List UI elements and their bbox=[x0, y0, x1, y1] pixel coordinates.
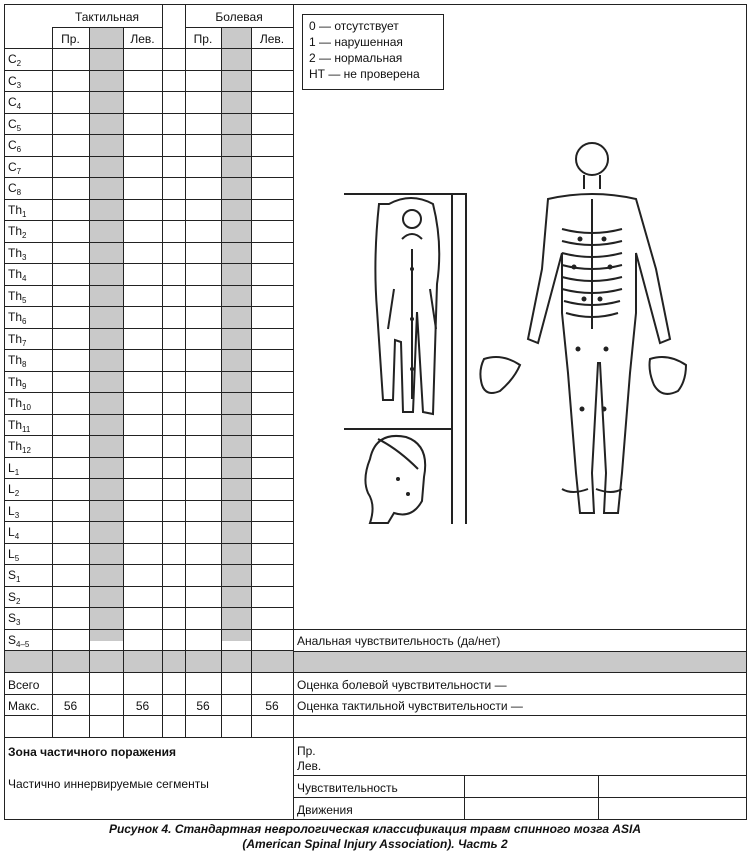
segment-row-line bbox=[4, 220, 294, 221]
segment-label: $S_2$ bbox=[8, 589, 21, 606]
segment-label: $Th_{12}$ bbox=[8, 439, 31, 455]
pain-header: Болевая bbox=[215, 10, 263, 24]
max-pain-right: 56 bbox=[196, 699, 210, 713]
segment-label: $L_3$ bbox=[8, 503, 20, 520]
segment-label: $Th_7$ bbox=[8, 331, 27, 348]
zpp-title: Зона частичного поражения bbox=[8, 745, 176, 759]
segment-label: $C_2$ bbox=[8, 52, 22, 68]
segment-row-line bbox=[4, 263, 294, 264]
segment-row-line bbox=[4, 91, 294, 92]
zpp-right-label: Пр. bbox=[297, 744, 316, 758]
segment-label: $S_3$ bbox=[8, 611, 21, 627]
segment-row-line bbox=[4, 371, 294, 372]
segment-row-line bbox=[4, 414, 294, 415]
segment-label: $L_5$ bbox=[8, 546, 20, 563]
segment-label: $C_8$ bbox=[8, 181, 22, 197]
pain-right-header: Пр. bbox=[193, 32, 213, 46]
segment-row-line bbox=[4, 392, 294, 393]
legend-item-impaired: 1 — нарушенная bbox=[309, 35, 403, 49]
segment-row-line bbox=[4, 521, 294, 522]
tactile-left-header: Лев. bbox=[130, 32, 155, 46]
segment-row-line bbox=[4, 134, 294, 135]
segment-label: $S_{4-5}$ bbox=[8, 632, 30, 649]
segment-row-line bbox=[4, 650, 294, 651]
segment-row-line bbox=[4, 607, 294, 608]
dermatome-diagram bbox=[334, 139, 704, 529]
segment-label: $C_5$ bbox=[8, 116, 22, 133]
segment-label: $L_2$ bbox=[8, 482, 20, 498]
segment-label: $Th_3$ bbox=[8, 245, 27, 262]
segment-row-line bbox=[4, 199, 294, 200]
legend-item-not-tested: НТ — не проверена bbox=[309, 67, 420, 81]
max-tactile-right: 56 bbox=[63, 699, 78, 713]
total-label: Всего bbox=[8, 678, 40, 692]
anal-sensitivity-label: Анальная чувствительность (да/нет) bbox=[297, 634, 501, 648]
pain-separator-column bbox=[221, 27, 251, 641]
segment-row-line bbox=[4, 457, 294, 458]
tactile-score-label: Оценка тактильной чувствительности — bbox=[297, 699, 523, 713]
segment-row-line bbox=[4, 177, 294, 178]
max-tactile-left: 56 bbox=[135, 699, 150, 713]
figure-caption-line1: Рисунок 4. Стандартная неврологическая классификация травм спинного мозга ASIA bbox=[108, 822, 642, 836]
max-label: Макс. bbox=[8, 699, 40, 713]
segment-row-line bbox=[4, 306, 294, 307]
segment-label: $Th_4$ bbox=[8, 267, 27, 283]
tactile-right-header: Пр. bbox=[61, 32, 80, 46]
tactile-separator-column bbox=[89, 27, 123, 641]
segment-label: $Th_{11}$ bbox=[8, 417, 31, 434]
segment-row-line bbox=[4, 435, 294, 436]
segment-label: $Th_5$ bbox=[8, 288, 27, 305]
segment-row-line bbox=[4, 113, 294, 114]
segment-row-line bbox=[4, 156, 294, 157]
segment-label: $Th_{10}$ bbox=[8, 396, 31, 412]
totals-gap-tactile bbox=[89, 672, 123, 736]
legend-item-absent: 0 — отсутствует bbox=[309, 19, 399, 33]
legend-box bbox=[302, 14, 444, 90]
max-pain-left: 56 bbox=[265, 699, 279, 713]
zpp-left-label: Лев. bbox=[297, 759, 322, 773]
segment-label: $C_3$ bbox=[8, 73, 22, 90]
segment-label: $Th_1$ bbox=[8, 202, 27, 219]
zpp-sensitivity-label: Чувствительность bbox=[297, 781, 398, 795]
segment-row-line bbox=[4, 629, 294, 630]
pain-score-label: Оценка болевой чувствительности — bbox=[297, 678, 507, 692]
segment-row-line bbox=[4, 586, 294, 587]
segment-label: $L_4$ bbox=[8, 525, 20, 541]
segment-label: $C_6$ bbox=[8, 138, 22, 154]
segment-label: $C_7$ bbox=[8, 159, 22, 176]
pain-left-header: Лев. bbox=[259, 32, 285, 46]
segment-row-line bbox=[4, 478, 294, 479]
segment-label: $C_4$ bbox=[8, 95, 22, 111]
segment-row-line bbox=[4, 242, 294, 243]
tactile-header: Тактильная bbox=[74, 10, 140, 24]
segment-row-line bbox=[4, 70, 294, 71]
segment-label: $Th_8$ bbox=[8, 353, 27, 369]
segment-label: $Th_2$ bbox=[8, 224, 27, 240]
shaded-divider-row bbox=[4, 651, 746, 672]
segment-row-line bbox=[4, 285, 294, 286]
segment-label: $Th_6$ bbox=[8, 310, 27, 326]
zpp-motor-label: Движения bbox=[297, 803, 353, 817]
legend-item-normal: 2 — нормальная bbox=[309, 51, 403, 65]
figure-caption-line2: (American Spinal Injury Association). Часть 2 bbox=[242, 837, 508, 851]
segment-label: $Th_9$ bbox=[8, 374, 27, 391]
segment-row-line bbox=[4, 543, 294, 544]
segment-row-line bbox=[4, 328, 294, 329]
segment-row-line bbox=[4, 564, 294, 565]
zpp-subtitle: Частично иннервируемые сегменты bbox=[8, 777, 209, 791]
segment-row-line bbox=[4, 349, 294, 350]
segment-row-line bbox=[4, 500, 294, 501]
segment-label: $L_1$ bbox=[8, 460, 20, 477]
segment-label: $S_1$ bbox=[8, 568, 21, 584]
